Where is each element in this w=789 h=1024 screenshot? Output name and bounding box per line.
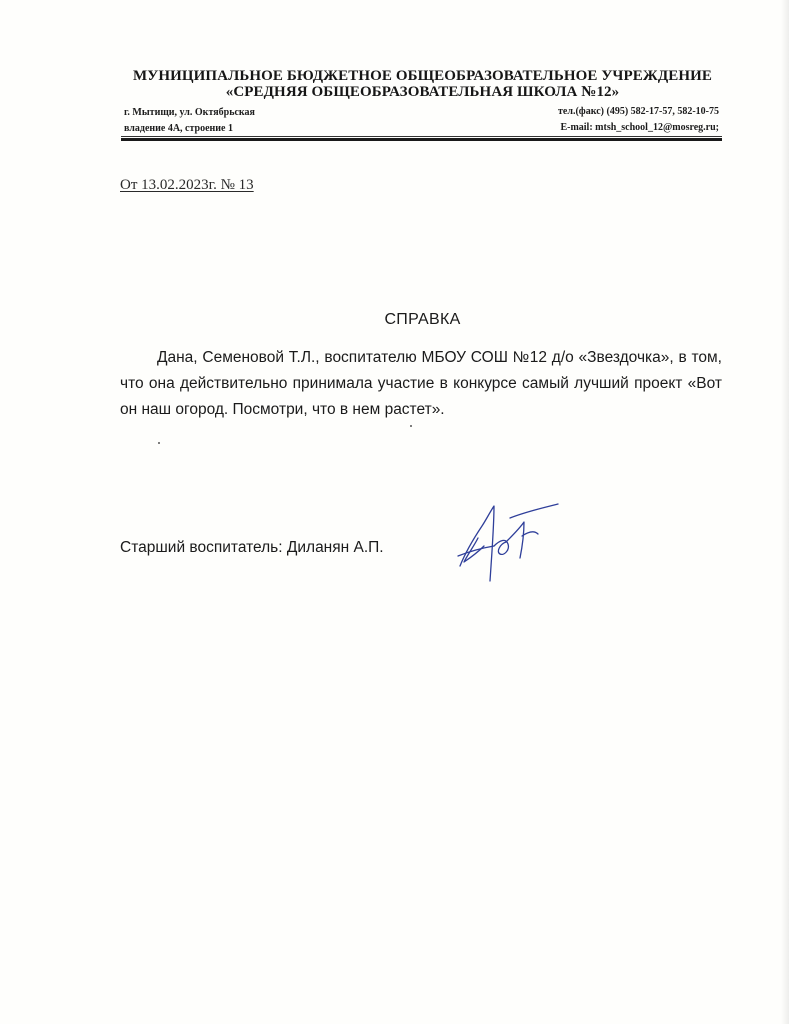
scan-speck	[158, 442, 160, 444]
letterhead-rule-thin	[121, 136, 722, 137]
signature-icon	[450, 496, 565, 591]
document-reference: От 13.02.2023г. № 13	[120, 177, 254, 193]
signer-line: Старший воспитатель: Диланян А.П.	[120, 539, 384, 556]
phone-fax: тел.(факс) (495) 582-17-57, 582-10-75	[558, 106, 719, 117]
address-line-1: г. Мытищи, ул. Октябрьская	[124, 107, 255, 118]
scan-speck	[410, 425, 412, 427]
document-body: Дана, Семеновой Т.Л., воспитателю МБОУ СОШ №12 д/о «Звездочка», в том, что она действительно принимала участие в конкурсе самый лучший проект «Вот он наш огород. Посмотри, что в нем растет».	[120, 349, 722, 418]
address-line-2: владение 4А, строение 1	[124, 123, 233, 134]
email: E-mail: mtsh_school_12@mosreg.ru;	[560, 122, 719, 133]
org-name-line-2: «СРЕДНЯЯ ОБЩЕОБРАЗОВАТЕЛЬНАЯ ШКОЛА №12»	[225, 84, 620, 100]
document-title: СПРАВКА	[384, 311, 461, 328]
org-name-line-1: МУНИЦИПАЛЬНОЕ БЮДЖЕТНОЕ ОБЩЕОБРАЗОВАТЕЛЬНОЕ УЧРЕЖДЕНИЕ	[132, 68, 713, 84]
scan-edge-shadow	[781, 0, 789, 1024]
letterhead-rule-thick	[121, 138, 722, 141]
